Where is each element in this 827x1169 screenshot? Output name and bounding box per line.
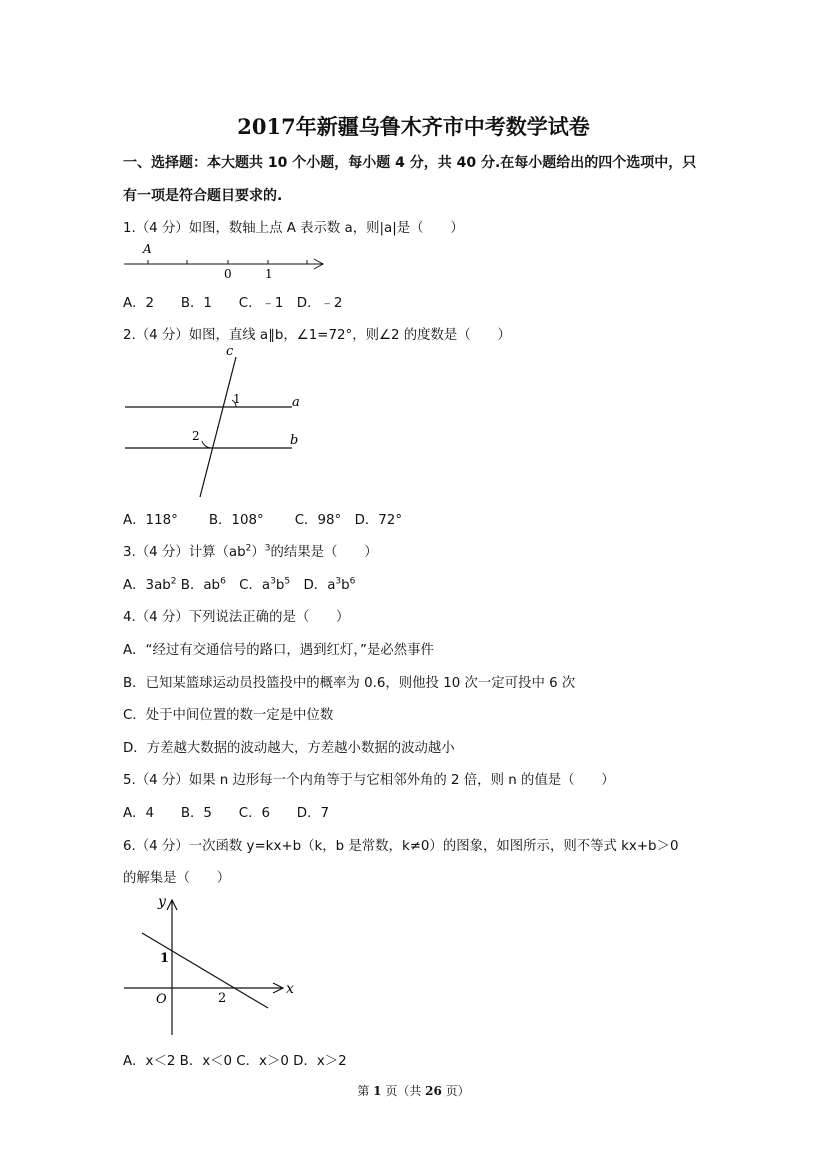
question-4-option-b: B．已知某篮球运动员投篮投中的概率为 0.6，则他投 10 次一定可投中 6 次	[123, 676, 576, 691]
x-intercept-label: 2	[218, 991, 227, 1006]
question-4-option-c: C．处于中间位置的数一定是中位数	[123, 708, 334, 723]
question-3-options: A．$3ab^2$ B．$ab^6$ C．$a^3b^5$ D．$a^3b^6$	[123, 576, 356, 593]
question-2-stem: 2.（4 分）如图，直线 a∥b，∠1=72°，则∠2 的度数是（ ）	[123, 328, 511, 343]
question-4-stem: 4.（4 分）下列说法正确的是（ ）	[123, 610, 350, 625]
question-1-options: A．2 B．1 C．﹣1 D．﹣2	[123, 296, 343, 311]
question-6-stem-line2: 的解集是（ ）	[123, 871, 231, 886]
q6-linear-function-figure	[122, 893, 302, 1038]
y-axis-label: y	[158, 894, 166, 910]
question-5-stem: 5.（4 分）如果 n 边形每一个内角等于与它相邻外角的 2 倍，则 n 的值是（ ）	[123, 773, 615, 788]
line-c	[200, 357, 236, 497]
page-footer: 第 1 页（共 26 页）	[357, 1084, 470, 1098]
question-1-stem: 1.（4 分）如图，数轴上点 A 表示数 a，则|a|是（ ）	[123, 221, 464, 236]
label-b: b	[290, 433, 299, 448]
page-title: 2017年新疆乌鲁木齐市中考数学试卷	[237, 114, 590, 139]
question-6-options: A．x＜2 B．x＜0 C．x＞0 D．x＞2	[123, 1054, 347, 1069]
question-4-option-d: D．方差越大数据的波动越大，方差越小数据的波动越小	[123, 741, 455, 756]
question-2-options: A．118° B．108° C．98° D．72°	[123, 513, 403, 528]
x-axis-label: x	[286, 981, 294, 997]
section-heading-line2: 有一项是符合题目要求的.	[123, 188, 283, 204]
angle-2-label: 2	[192, 429, 200, 443]
one-label: 1	[265, 267, 273, 281]
y-intercept-label: 1	[160, 951, 170, 966]
section-heading-line1: 一、选择题：本大题共 10 个小题，每小题 4 分，共 40 分.在每小题给出的四个选项中，只	[123, 155, 697, 171]
question-4-option-a: A．“经过有交通信号的路口，遇到红灯，”是必然事件	[123, 643, 434, 658]
origin-label: O	[156, 992, 167, 1007]
point-a-label: A	[143, 242, 152, 256]
zero-label: 0	[224, 267, 232, 281]
angle-1-label: 1	[233, 392, 241, 406]
q1-number-line-figure	[122, 240, 332, 280]
label-c: c	[226, 344, 234, 359]
question-6-stem-line1: 6.（4 分）一次函数 y=kx+b（k，b 是常数，k≠0）的图象，如图所示，则不等式 kx+b＞0	[123, 839, 679, 854]
question-5-options: A．4 B．5 C．6 D．7	[123, 806, 329, 821]
q2-parallel-lines-figure	[122, 345, 322, 505]
angle-2-arc	[202, 441, 212, 448]
label-a: a	[292, 395, 300, 410]
question-3-stem: 3.（4 分）计算$(ab^2)^3$的结果是（ ）	[123, 543, 378, 560]
